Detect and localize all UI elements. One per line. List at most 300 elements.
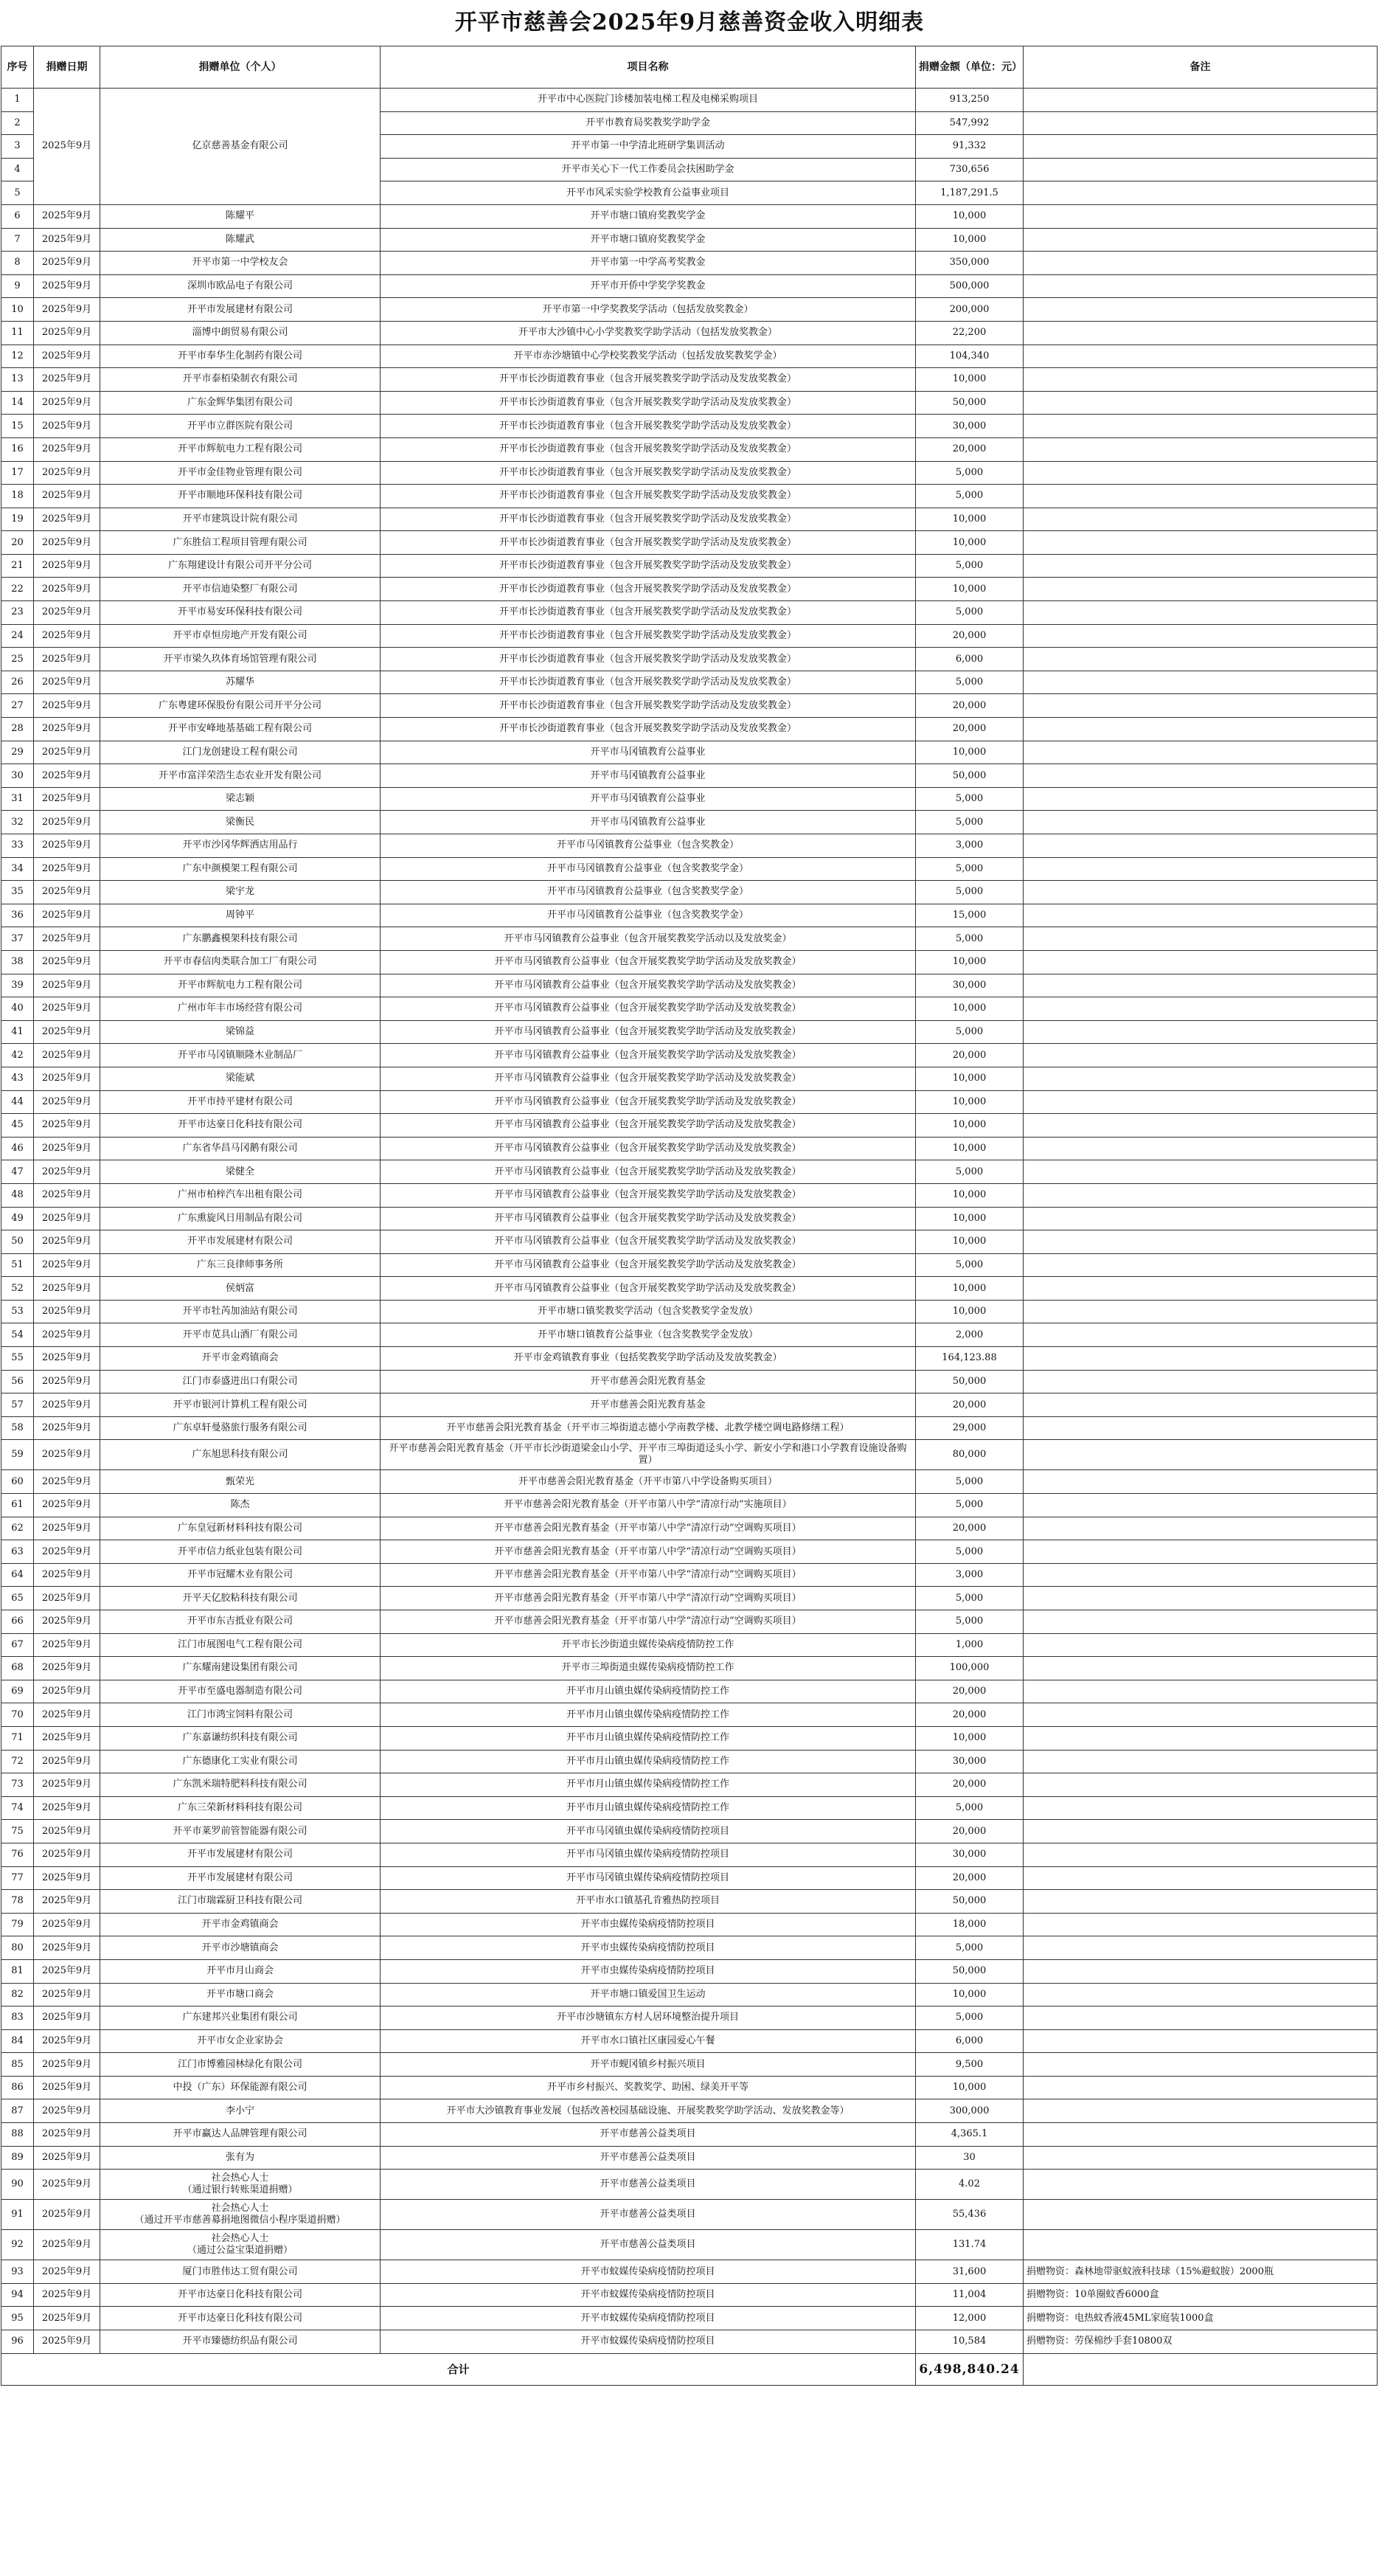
cell-amount: 10,000	[916, 997, 1024, 1021]
cell-project: 开平市长沙街道教育事业（包含开展奖教奖学助学活动及发放奖教金）	[381, 368, 916, 392]
table-row	[1, 1494, 1378, 1517]
cell-no: 72	[1, 1750, 34, 1773]
cell-note	[1024, 2007, 1378, 2030]
cell-date: 2025年9月	[34, 578, 100, 601]
header-date: 捐赠日期	[34, 46, 100, 89]
cell-project: 开平市塘口镇府奖教奖学金	[381, 228, 916, 252]
cell-note	[1024, 1517, 1378, 1540]
cell-date: 2025年9月	[34, 344, 100, 368]
table-row	[1, 1680, 1378, 1703]
table-row	[1, 1416, 1378, 1440]
cell-note	[1024, 1563, 1378, 1587]
cell-project: 开平市慈善会阳光教育基金（开平市第八中学“清凉行动”空调购买项目）	[381, 1610, 916, 1634]
cell-no: 58	[1, 1416, 34, 1440]
table-row	[1, 1137, 1378, 1160]
table-row	[1, 1633, 1378, 1657]
cell-donor: 江门龙创建设工程有限公司	[100, 741, 381, 764]
cell-note	[1024, 787, 1378, 811]
cell-donor: 江门市瑞霖厨卫科技有限公司	[100, 1890, 381, 1914]
cell-no: 59	[1, 1440, 34, 1470]
cell-project: 开平市月山镇虫媒传染病疫情防控工作	[381, 1726, 916, 1750]
cell-donor: 开平市持平建材有限公司	[100, 1090, 381, 1114]
cell-note	[1024, 834, 1378, 858]
table-row	[1, 1703, 1378, 1727]
cell-no: 65	[1, 1587, 34, 1610]
table-row	[1, 694, 1378, 718]
cell-note	[1024, 1416, 1378, 1440]
total-label: 合计	[1, 2353, 916, 2385]
cell-note	[1024, 1726, 1378, 1750]
cell-note	[1024, 158, 1378, 181]
table-row	[1, 531, 1378, 555]
cell-date: 2025年9月	[34, 2076, 100, 2099]
cell-note	[1024, 648, 1378, 671]
cell-no: 18	[1, 485, 34, 508]
cell-project: 开平市马冈镇教育公益事业（包含开展奖教奖学助学活动及发放奖教金）	[381, 1183, 916, 1207]
cell-donor: 开平市辉航电力工程有限公司	[100, 974, 381, 997]
table-row	[1, 274, 1378, 298]
cell-project: 开平市沙塘镇东方村人居环境整治提升项目	[381, 2007, 916, 2030]
total-note	[1024, 2353, 1378, 2385]
table-row	[1, 1983, 1378, 2007]
table-row	[1, 718, 1378, 741]
cell-amount: 5,000	[916, 857, 1024, 881]
cell-project: 开平市关心下一代工作委员会扶困助学金	[381, 158, 916, 181]
cell-date: 2025年9月	[34, 1587, 100, 1610]
cell-donor: 广东德康化工实业有限公司	[100, 1750, 381, 1773]
cell-date: 2025年9月	[34, 1726, 100, 1750]
cell-no: 54	[1, 1323, 34, 1347]
cell-date: 2025年9月	[34, 1347, 100, 1371]
cell-no: 30	[1, 764, 34, 788]
cell-note: 捐赠物资：森林地带驱蚊液科技球（15%避蚊胺）2000瓶	[1024, 2260, 1378, 2284]
cell-donor: 陈耀平	[100, 204, 381, 228]
table-row	[1, 1253, 1378, 1277]
cell-date: 2025年9月	[34, 1773, 100, 1797]
cell-note	[1024, 1160, 1378, 1184]
cell-donor: 开平市冠耀木业有限公司	[100, 1563, 381, 1587]
cell-donor: 社会热心人士 （通过开平市慈善募捐地图微信小程序渠道捐赠）	[100, 2200, 381, 2230]
cell-date: 2025年9月	[34, 2260, 100, 2284]
cell-note	[1024, 508, 1378, 531]
cell-amount: 30,000	[916, 974, 1024, 997]
cell-project: 开平市第一中学清北班研学集训活动	[381, 135, 916, 159]
cell-donor: 开平市银河计算机工程有限公司	[100, 1393, 381, 1417]
cell-date: 2025年9月	[34, 1253, 100, 1277]
cell-donor: 广东凯米瑞特肥料科技有限公司	[100, 1773, 381, 1797]
cell-project: 开平市虫媒传染病疫情防控项目	[381, 1936, 916, 1960]
cell-no: 63	[1, 1540, 34, 1564]
cell-donor: 开平市奉华生化制药有限公司	[100, 344, 381, 368]
cell-amount: 10,000	[916, 228, 1024, 252]
table-row	[1, 857, 1378, 881]
cell-date: 2025年9月	[34, 368, 100, 392]
cell-date: 2025年9月	[34, 2170, 100, 2200]
cell-amount: 1,187,291.5	[916, 181, 1024, 205]
cell-donor: 广东卓轩曼骆旅行服务有限公司	[100, 1416, 381, 1440]
table-row	[1, 1843, 1378, 1866]
cell-note	[1024, 1393, 1378, 1417]
cell-note	[1024, 974, 1378, 997]
cell-project: 开平市月山镇虫媒传染病疫情防控工作	[381, 1750, 916, 1773]
cell-amount: 22,200	[916, 321, 1024, 344]
cell-project: 开平市马冈镇教育公益事业（包含开展奖教奖学活动以及发放奖金）	[381, 927, 916, 951]
cell-date: 2025年9月	[34, 1633, 100, 1657]
cell-donor: 江门市展图电气工程有限公司	[100, 1633, 381, 1657]
cell-note	[1024, 252, 1378, 275]
cell-donor: 广东旭思科技有限公司	[100, 1440, 381, 1470]
cell-date: 2025年9月	[34, 1494, 100, 1517]
cell-note	[1024, 228, 1378, 252]
cell-donor: 广州市柏梓汽车出租有限公司	[100, 1183, 381, 1207]
cell-donor: 社会热心人士 （通过银行转账渠道捐赠）	[100, 2170, 381, 2200]
cell-amount: 5,000	[916, 461, 1024, 485]
table-row	[1, 2099, 1378, 2123]
cell-amount: 50,000	[916, 391, 1024, 415]
cell-note	[1024, 2146, 1378, 2170]
page-title: 开平市慈善会2025年9月慈善资金收入明细表	[454, 10, 925, 35]
cell-donor: 广东翔建设计有限公司开平分公司	[100, 554, 381, 578]
table-row	[1, 881, 1378, 904]
cell-donor: 广东嘉谦纺织科技有限公司	[100, 1726, 381, 1750]
cell-date: 2025年9月	[34, 1044, 100, 1067]
cell-amount: 164,123.88	[916, 1347, 1024, 1371]
cell-donor: 开平市金佳物业管理有限公司	[100, 461, 381, 485]
cell-project: 开平市慈善会阳光教育基金（开平市第八中学“清凉行动”空调购买项目）	[381, 1517, 916, 1540]
cell-date: 2025年9月	[34, 857, 100, 881]
table-row	[1, 437, 1378, 461]
cell-no: 90	[1, 2170, 34, 2200]
cell-date: 2025年9月	[34, 2053, 100, 2077]
table-row	[1, 2230, 1378, 2260]
cell-amount: 500,000	[916, 274, 1024, 298]
cell-amount: 5,000	[916, 787, 1024, 811]
cell-project: 开平市长沙街道教育事业（包含开展奖教奖学助学活动及发放奖教金）	[381, 578, 916, 601]
cell-donor: 广东金辉华集团有限公司	[100, 391, 381, 415]
cell-note	[1024, 2230, 1378, 2260]
cell-no: 24	[1, 624, 34, 648]
cell-amount: 730,656	[916, 158, 1024, 181]
cell-project: 开平市长沙街道教育事业（包含开展奖教奖学助学活动及发放奖教金）	[381, 554, 916, 578]
cell-no: 46	[1, 1137, 34, 1160]
table-row	[1, 1207, 1378, 1230]
cell-note	[1024, 1890, 1378, 1914]
table-row	[1, 228, 1378, 252]
cell-no: 29	[1, 741, 34, 764]
table-row	[1, 601, 1378, 625]
cell-date: 2025年9月	[34, 89, 100, 205]
cell-donor: 中投（广东）环保能源有限公司	[100, 2076, 381, 2099]
cell-donor: 周钟平	[100, 904, 381, 927]
cell-no: 37	[1, 927, 34, 951]
table-row	[1, 2283, 1378, 2307]
cell-project: 开平市慈善公益类项目	[381, 2230, 916, 2260]
cell-donor: 亿京慈善基金有限公司	[100, 89, 381, 205]
cell-amount: 4,365.1	[916, 2123, 1024, 2147]
cell-date: 2025年9月	[34, 811, 100, 834]
table-row	[1, 368, 1378, 392]
cell-no: 81	[1, 1959, 34, 1983]
cell-amount: 10,000	[916, 204, 1024, 228]
cell-amount: 5,000	[916, 881, 1024, 904]
cell-project: 开平市长沙街道教育事业（包含开展奖教奖学助学活动及发放奖教金）	[381, 601, 916, 625]
cell-amount: 100,000	[916, 1657, 1024, 1680]
cell-date: 2025年9月	[34, 1820, 100, 1843]
table-row	[1, 298, 1378, 322]
cell-project: 开平市第一中学奖教奖学活动（包括发放奖教金）	[381, 298, 916, 322]
cell-note	[1024, 1044, 1378, 1067]
cell-donor: 开平市达豪日化科技有限公司	[100, 2307, 381, 2330]
cell-amount: 5,000	[916, 1253, 1024, 1277]
cell-note	[1024, 857, 1378, 881]
cell-no: 83	[1, 2007, 34, 2030]
cell-date: 2025年9月	[34, 834, 100, 858]
cell-note	[1024, 1959, 1378, 1983]
header-project: 项目名称	[381, 46, 916, 89]
cell-note	[1024, 1587, 1378, 1610]
cell-donor: 陈杰	[100, 1494, 381, 1517]
cell-amount: 131.74	[916, 2230, 1024, 2260]
cell-donor: 广东三良律师事务所	[100, 1253, 381, 1277]
cell-donor: 甄荣光	[100, 1470, 381, 1494]
cell-project: 开平市马冈镇教育公益事业（包含开展奖教奖学助学活动及发放奖教金）	[381, 1230, 916, 1254]
cell-note: 捐赠物资：10单圈蚊香6000盒	[1024, 2283, 1378, 2307]
cell-donor: 开平市信迪染整厂有限公司	[100, 578, 381, 601]
cell-date: 2025年9月	[34, 1020, 100, 1044]
cell-note	[1024, 2170, 1378, 2200]
table-row	[1, 648, 1378, 671]
cell-no: 4	[1, 158, 34, 181]
cell-note: 捐赠物资：电热蚊香液45ML家庭装1000盒	[1024, 2307, 1378, 2330]
cell-date: 2025年9月	[34, 1393, 100, 1417]
cell-note	[1024, 89, 1378, 112]
cell-amount: 547,992	[916, 111, 1024, 135]
cell-date: 2025年9月	[34, 2007, 100, 2030]
cell-no: 76	[1, 1843, 34, 1866]
table-row	[1, 344, 1378, 368]
table-row	[1, 415, 1378, 438]
cell-project: 开平市长沙街道教育事业（包含开展奖教奖学助学活动及发放奖教金）	[381, 648, 916, 671]
cell-date: 2025年9月	[34, 2123, 100, 2147]
cell-project: 开平市三埠街道虫媒传染病疫情防控工作	[381, 1657, 916, 1680]
cell-project: 开平市第一中学高考奖教金	[381, 252, 916, 275]
cell-no: 5	[1, 181, 34, 205]
table-row	[1, 1587, 1378, 1610]
cell-amount: 104,340	[916, 344, 1024, 368]
cell-no: 80	[1, 1936, 34, 1960]
cell-note	[1024, 204, 1378, 228]
cell-donor: 广东熏旋风日用制品有限公司	[100, 1207, 381, 1230]
cell-project: 开平市马冈镇教育公益事业（包含开展奖教奖学助学活动及发放奖教金）	[381, 1277, 916, 1301]
table-row	[1, 1323, 1378, 1347]
cell-donor: 广东鹏鑫模架科技有限公司	[100, 927, 381, 951]
cell-donor: 开平市发展建材有限公司	[100, 298, 381, 322]
cell-date: 2025年9月	[34, 1090, 100, 1114]
cell-project: 开平市慈善会阳光教育基金（开平市三埠街道志德小学南教学楼、北教学楼空调电路修缮工程）	[381, 1416, 916, 1440]
cell-note	[1024, 1020, 1378, 1044]
cell-donor: 张有为	[100, 2146, 381, 2170]
cell-amount: 20,000	[916, 624, 1024, 648]
table-row	[1, 1959, 1378, 1983]
cell-amount: 5,000	[916, 1610, 1024, 1634]
cell-date: 2025年9月	[34, 1067, 100, 1090]
cell-no: 3	[1, 135, 34, 159]
cell-no: 95	[1, 2307, 34, 2330]
cell-amount: 11,004	[916, 2283, 1024, 2307]
cell-donor: 开平市沙冈华辉洒店用品行	[100, 834, 381, 858]
cell-no: 10	[1, 298, 34, 322]
cell-donor: 开平市发展建材有限公司	[100, 1230, 381, 1254]
cell-donor: 江门市鸿宝饲料有限公司	[100, 1703, 381, 1727]
cell-donor: 广东皇冠新材料科技有限公司	[100, 1517, 381, 1540]
cell-amount: 12,000	[916, 2307, 1024, 2330]
table-row	[1, 997, 1378, 1021]
cell-donor: 广东省华昌马冈鹅有限公司	[100, 1137, 381, 1160]
table-row	[1, 252, 1378, 275]
cell-project: 开平市慈善公益类项目	[381, 2123, 916, 2147]
cell-donor: 开平市发展建材有限公司	[100, 1866, 381, 1890]
cell-project: 开平市慈善会阳光教育基金（开平市第八中学“清凉行动”实施项目）	[381, 1494, 916, 1517]
cell-donor: 开平市达豪日化科技有限公司	[100, 2283, 381, 2307]
cell-note	[1024, 531, 1378, 555]
cell-amount: 18,000	[916, 1913, 1024, 1936]
cell-note	[1024, 1680, 1378, 1703]
cell-amount: 10,000	[916, 1207, 1024, 1230]
cell-amount: 5,000	[916, 1936, 1024, 1960]
cell-project: 开平市蚬冈镇乡村振兴项目	[381, 2053, 916, 2077]
cell-date: 2025年9月	[34, 1983, 100, 2007]
cell-no: 66	[1, 1610, 34, 1634]
cell-amount: 10,000	[916, 1090, 1024, 1114]
cell-amount: 30,000	[916, 1750, 1024, 1773]
cell-project: 开平市马冈镇教育公益事业（包含奖教奖学金）	[381, 857, 916, 881]
cell-date: 2025年9月	[34, 2099, 100, 2123]
table-row	[1, 1657, 1378, 1680]
table-row	[1, 1020, 1378, 1044]
cell-amount: 3,000	[916, 1563, 1024, 1587]
cell-date: 2025年9月	[34, 1936, 100, 1960]
cell-note	[1024, 671, 1378, 694]
cell-donor: 开平市莱罗前管智能器有限公司	[100, 1820, 381, 1843]
table-row	[1, 1936, 1378, 1960]
table-row	[1, 1866, 1378, 1890]
cell-no: 92	[1, 2230, 34, 2260]
cell-project: 开平市马冈镇教育公益事业（包含开展奖教奖学助学活动及发放奖教金）	[381, 974, 916, 997]
table-row	[1, 1820, 1378, 1843]
table-row	[1, 1277, 1378, 1301]
table-row	[1, 1114, 1378, 1138]
cell-amount: 5,000	[916, 1494, 1024, 1517]
cell-no: 43	[1, 1067, 34, 1090]
cell-date: 2025年9月	[34, 1440, 100, 1470]
cell-no: 67	[1, 1633, 34, 1657]
cell-no: 35	[1, 881, 34, 904]
cell-project: 开平市虫媒传染病疫情防控项目	[381, 1959, 916, 1983]
table-row	[1, 1183, 1378, 1207]
cell-project: 开平市长沙街道教育事业（包含开展奖教奖学助学活动及发放奖教金）	[381, 461, 916, 485]
cell-date: 2025年9月	[34, 1866, 100, 1890]
cell-project: 开平市月山镇虫媒传染病疫情防控工作	[381, 1796, 916, 1820]
cell-date: 2025年9月	[34, 228, 100, 252]
cell-date: 2025年9月	[34, 1517, 100, 1540]
cell-project: 开平市慈善会阳光教育基金（开平市第八中学设备购买项目）	[381, 1470, 916, 1494]
cell-date: 2025年9月	[34, 1470, 100, 1494]
cell-note	[1024, 1843, 1378, 1866]
table-row	[1, 554, 1378, 578]
cell-date: 2025年9月	[34, 437, 100, 461]
cell-no: 89	[1, 2146, 34, 2170]
cell-no: 34	[1, 857, 34, 881]
cell-amount: 10,000	[916, 1300, 1024, 1323]
cell-date: 2025年9月	[34, 1913, 100, 1936]
table-row	[1, 1726, 1378, 1750]
cell-note	[1024, 2099, 1378, 2123]
cell-no: 82	[1, 1983, 34, 2007]
cell-date: 2025年9月	[34, 1843, 100, 1866]
cell-project: 开平市开侨中学奖学奖教金	[381, 274, 916, 298]
cell-date: 2025年9月	[34, 974, 100, 997]
cell-project: 开平市蚊媒传染病疫情防控项目	[381, 2330, 916, 2354]
cell-amount: 5,000	[916, 554, 1024, 578]
cell-amount: 913,250	[916, 89, 1024, 112]
cell-amount: 5,000	[916, 1540, 1024, 1564]
cell-project: 开平市月山镇虫媒传染病疫情防控工作	[381, 1773, 916, 1797]
cell-no: 49	[1, 1207, 34, 1230]
cell-note	[1024, 624, 1378, 648]
table-row	[1, 2123, 1378, 2147]
table-row	[1, 508, 1378, 531]
cell-no: 60	[1, 1470, 34, 1494]
cell-donor: 开平天亿胶粘科技有限公司	[100, 1587, 381, 1610]
cell-date: 2025年9月	[34, 1277, 100, 1301]
table-row	[1, 904, 1378, 927]
cell-note	[1024, 1207, 1378, 1230]
cell-amount: 20,000	[916, 1680, 1024, 1703]
cell-note	[1024, 415, 1378, 438]
cell-project: 开平市塘口镇府奖教奖学金	[381, 204, 916, 228]
cell-donor: 李小宁	[100, 2099, 381, 2123]
cell-project: 开平市月山镇虫媒传染病疫情防控工作	[381, 1680, 916, 1703]
cell-date: 2025年9月	[34, 1137, 100, 1160]
cell-no: 41	[1, 1020, 34, 1044]
table-row	[1, 2053, 1378, 2077]
cell-amount: 30,000	[916, 1843, 1024, 1866]
cell-note	[1024, 1796, 1378, 1820]
table-row	[1, 950, 1378, 974]
cell-date: 2025年9月	[34, 391, 100, 415]
cell-amount: 10,000	[916, 1114, 1024, 1138]
cell-date: 2025年9月	[34, 1890, 100, 1914]
total-amount: 6,498,840.24	[916, 2353, 1024, 2385]
cell-date: 2025年9月	[34, 204, 100, 228]
cell-donor: 江门市博雅园林绿化有限公司	[100, 2053, 381, 2077]
cell-project: 开平市慈善会阳光教育基金（开平市第八中学“清凉行动”空调购买项目）	[381, 1563, 916, 1587]
cell-date: 2025年9月	[34, 624, 100, 648]
cell-amount: 5,000	[916, 1020, 1024, 1044]
cell-project: 开平市马冈镇教育公益事业（包含开展奖教奖学助学活动及发放奖教金）	[381, 1160, 916, 1184]
cell-amount: 3,000	[916, 834, 1024, 858]
table-row	[1, 1160, 1378, 1184]
cell-project: 开平市长沙街道教育事业（包含开展奖教奖学助学活动及发放奖教金）	[381, 694, 916, 718]
cell-note	[1024, 1253, 1378, 1277]
cell-donor: 广东三荣新材料科技有限公司	[100, 1796, 381, 1820]
cell-note	[1024, 1936, 1378, 1960]
cell-project: 开平市长沙街道教育事业（包含开展奖教奖学助学活动及发放奖教金）	[381, 624, 916, 648]
cell-amount: 10,000	[916, 1230, 1024, 1254]
cell-project: 开平市塘口镇奖教奖学活动（包含奖教奖学金发放）	[381, 1300, 916, 1323]
cell-amount: 10,000	[916, 1067, 1024, 1090]
cell-no: 74	[1, 1796, 34, 1820]
